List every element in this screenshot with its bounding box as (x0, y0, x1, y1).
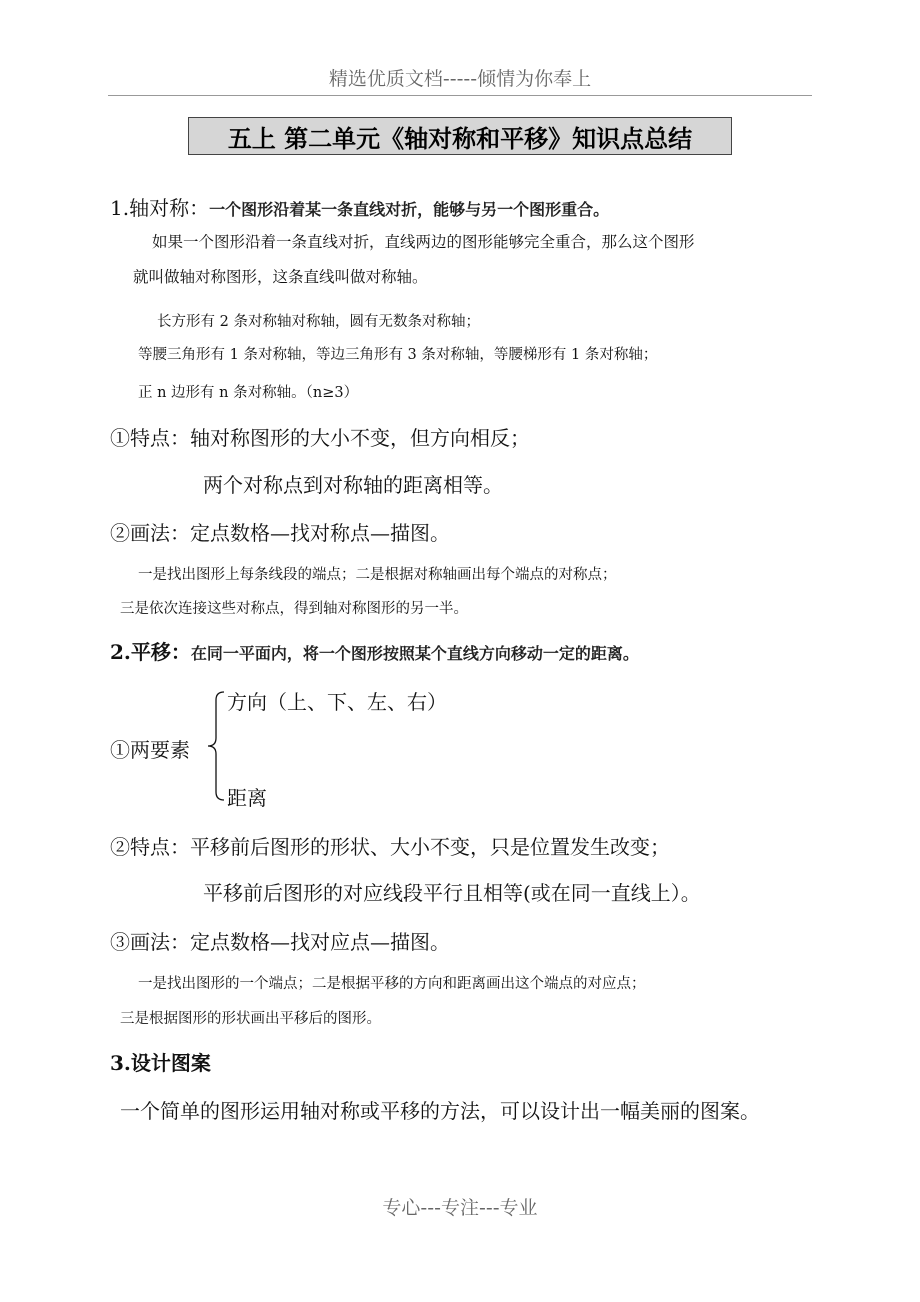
section1-steps-line2: 三是依次连接这些对称点，得到轴对称图形的另一半。 (120, 601, 468, 617)
section1-feature-line2: 两个对称点到对称轴的距离相等。 (203, 473, 503, 497)
section2-method-label: ③画法： (110, 930, 190, 954)
section1-method-label: ②画法： (110, 521, 190, 545)
section2-method (110, 932, 450, 952)
section1-definition: 一个图形沿着某一条直线对折，能够与另一个图形重合。 (209, 200, 610, 219)
section1-feature-text: 轴对称图形的大小不变，但方向相反； (190, 426, 530, 450)
curly-brace-icon (204, 688, 226, 804)
section1-steps-line1: 一是找出图形上每条线段的端点；二是根据对称轴画出每个端点的对称点； (138, 567, 617, 583)
section1-heading: 1.轴对称： (110, 196, 210, 220)
elements-label: ①两要素 (110, 738, 190, 762)
section2-steps-line1: 一是找出图形的一个端点；二是根据平移的方向和距离画出这个端点的对应点； (138, 976, 646, 992)
section2-heading-line (110, 642, 639, 662)
element-direction: 方向（上、下、左、右） (227, 690, 447, 714)
section1-para-line2: 就叫做轴对称图形，这条直线叫做对称轴。 (133, 268, 428, 286)
document-title-box (188, 117, 732, 155)
header-divider (108, 95, 812, 96)
section3-text: 一个简单的图形运用轴对称或平移的方法，可以设计出一幅美丽的图案。 (120, 1099, 760, 1123)
fact-line: 正 n 边形有 n 条对称轴。（n≥3） (138, 385, 359, 401)
section2-feature-line1 (110, 837, 670, 857)
section1-feature-label: ①特点： (110, 426, 190, 450)
document-title: 五上 第二单元《轴对称和平移》知识点总结 (227, 124, 693, 153)
section2-feature-label: ②特点： (110, 835, 190, 859)
fact-line: 等腰三角形有 1 条对称轴，等边三角形有 3 条对称轴，等腰梯形有 1 条对称轴； (138, 347, 658, 363)
section3-heading: 3.设计图案 (110, 1051, 211, 1075)
section1-para-line1: 如果一个图形沿着一条直线对折，直线两边的图形能够完全重合，那么这个图形 (152, 233, 695, 251)
page-header: 精选优质文档-----倾情为你奉上 (328, 68, 592, 90)
section1-method-text: 定点数格—找对称点—描图。 (190, 521, 450, 545)
section2-method-text: 定点数格—找对应点—描图。 (190, 930, 450, 954)
section2-feature-line2: 平移前后图形的对应线段平行且相等(或在同一直线上）。 (203, 881, 701, 905)
section2-feature-text: 平移前后图形的形状、大小不变，只是位置发生改变； (190, 835, 670, 859)
page-footer: 专心---专注---专业 (382, 1197, 538, 1219)
section2-steps-line2: 三是根据图形的形状画出平移后的图形。 (120, 1011, 381, 1027)
section1-feature-line1 (110, 428, 530, 448)
section2-definition: 在同一平面内，将一个图形按照某个直线方向移动一定的距离。 (190, 644, 639, 663)
fact-line: 长方形有 2 条对称轴对称轴，圆有无数条对称轴； (157, 314, 480, 330)
section1-heading-line (110, 198, 609, 218)
element-distance: 距离 (227, 786, 267, 810)
section1-method (110, 523, 450, 543)
section2-heading: 2.平移： (110, 640, 191, 664)
